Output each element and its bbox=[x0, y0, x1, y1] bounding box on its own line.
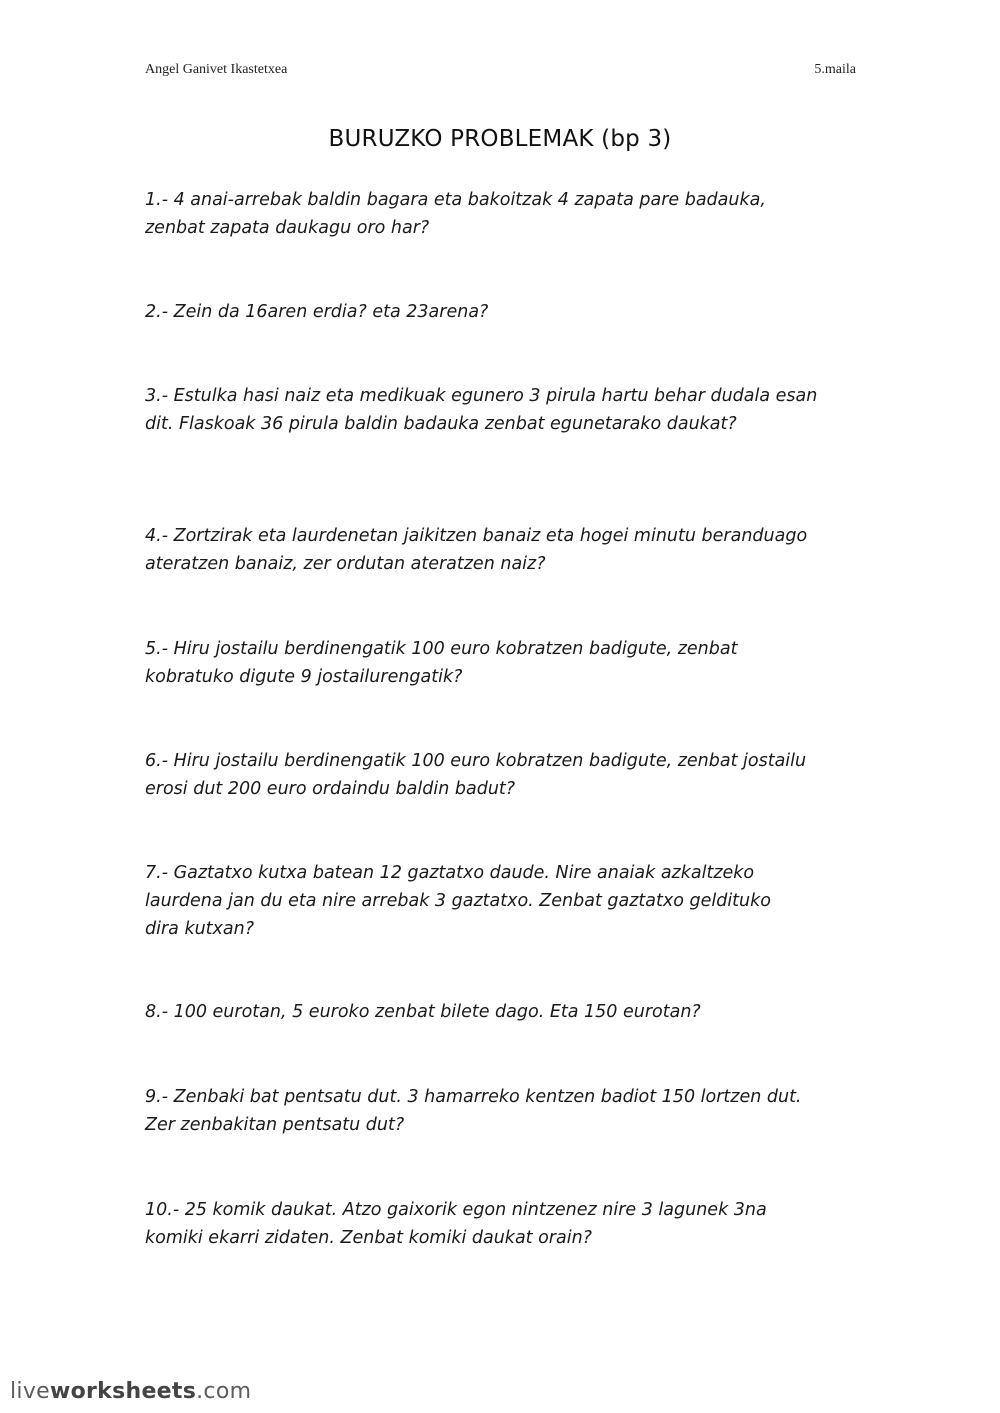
logo-prefix: live bbox=[10, 1379, 50, 1404]
problem-5: 5.- Hiru jostailu berdinengatik 100 euro kobratzen badigute, zenbat kobratuko digute 9 jostailurengatik? bbox=[145, 639, 738, 687]
problem-10: 10.- 25 komik daukat. Atzo gaixorik egon nintzenez nire 3 lagunek 3na komiki ekarri zidaten. Zenbat komiki daukat orain? bbox=[145, 1200, 767, 1248]
problem-9: 9.- Zenbaki bat pentsatu dut. 3 hamarreko kentzen badiot 150 lortzen dut. Zer zenbakitan pentsatu dut? bbox=[145, 1087, 802, 1135]
problem-4: 4.- Zortzirak eta laurdenetan jaikitzen banaiz eta hogei minutu beranduago ateratzen banaiz, zer ordutan ateratzen naiz? bbox=[145, 526, 808, 574]
problem-8: 8.- 100 eurotan, 5 euroko zenbat bilete dago. Eta 150 eurotan? bbox=[145, 1002, 701, 1022]
logo-suffix: .com bbox=[196, 1379, 252, 1404]
problem-3: 3.- Estulka hasi naiz eta medikuak egunero 3 pirula hartu behar dudala esan dit. Flaskoak 36 pirula baldin badauka zenbat egunetarako daukat? bbox=[145, 386, 818, 434]
page-title: BURUZKO PROBLEMAK (bp 3) bbox=[328, 126, 672, 152]
liveworksheets-logo[interactable] bbox=[10, 1378, 251, 1406]
logo-bold: worksheets bbox=[49, 1379, 197, 1404]
problem-7: 7.- Gaztatxo kutxa batean 12 gaztatxo daude. Nire anaiak azkaltzeko laurdena jan du eta nire arrebak 3 gaztatxo. Zenbat gaztatxo geldituko dira kutxan? bbox=[145, 863, 771, 939]
problem-6: 6.- Hiru jostailu berdinengatik 100 euro kobratzen badigute, zenbat jostailu erosi dut 200 euro ordaindu baldin badut? bbox=[145, 751, 807, 799]
problem-1: 1.- 4 anai-arrebak baldin bagara eta bakoitzak 4 zapata pare badauka, zenbat zapata daukagu oro har? bbox=[145, 190, 766, 238]
school-name: Angel Ganivet Ikastetxea bbox=[145, 62, 288, 77]
problem-2: 2.- Zein da 16aren erdia? eta 23arena? bbox=[145, 302, 489, 322]
grade-label: 5.maila bbox=[814, 62, 856, 77]
